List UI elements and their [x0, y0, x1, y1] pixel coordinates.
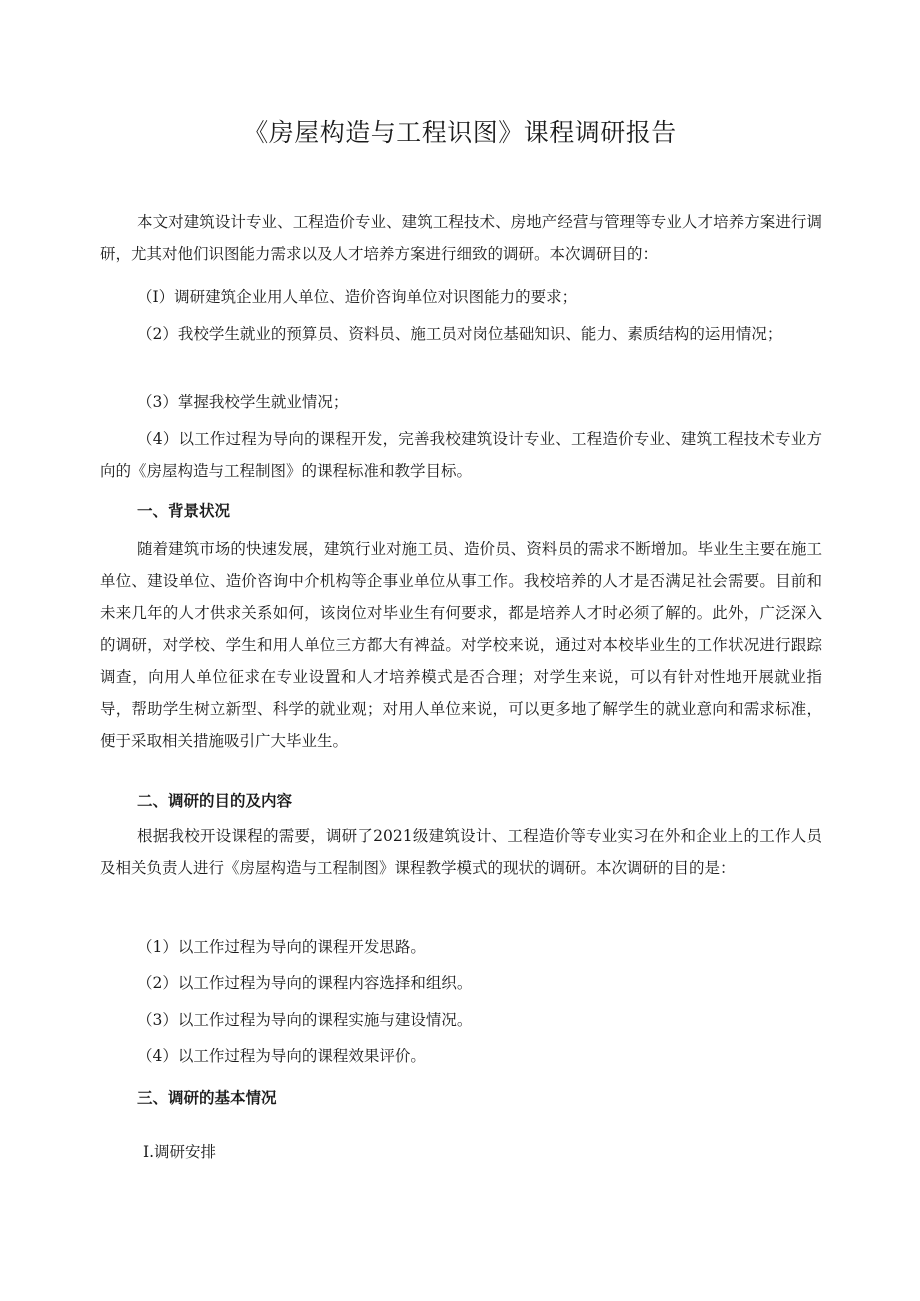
goal-item-1: （I）调研建筑企业用人单位、造价咨询单位对识图能力的要求；	[137, 288, 578, 306]
section-heading-basic: 三、调研的基本情况	[137, 1088, 277, 1107]
section-body-purpose: 根据我校开设课程的需要，调研了2021级建筑设计、工程造价等专业实习在外和企业上的工作人员及相关负责人进行《房屋构造与工程制图》课程教学模式的现状的调研。本次调研的目的是：	[100, 827, 822, 877]
purpose-item-2: （2）以工作过程为导向的课程内容选择和组织。	[137, 974, 473, 992]
goal-item-3: （3）掌握我校学生就业情况；	[137, 393, 349, 411]
goal-item-4: （4）以工作过程为导向的课程开发，完善我校建筑设计专业、工程造价专业、建筑工程技术专业方向的《房屋构造与工程制图》的课程标准和教学目标。	[100, 430, 822, 480]
section-heading-background: 一、背景状况	[137, 501, 231, 520]
document-title: 《房屋构造与工程识图》课程调研报告	[243, 118, 677, 147]
intro-paragraph: 本文对建筑设计专业、工程造价专业、建筑工程技术、房地产经营与管理等专业人才培养方案进行调研，尤其对他们识图能力需求以及人才培养方案进行细致的调研。本次调研目的：	[100, 213, 822, 263]
subsection-arrangement: I.调研安排	[143, 1143, 217, 1161]
goal-item-2: （2）我校学生就业的预算员、资料员、施工员对岗位基础知识、能力、素质结构的运用情况；	[137, 325, 783, 343]
purpose-item-4: （4）以工作过程为导向的课程效果评价。	[137, 1047, 426, 1065]
section-body-background: 随着建筑市场的快速发展，建筑行业对施工员、造价员、资料员的需求不断增加。毕业生主要在施工单位、建设单位、造价咨询中介机构等企事业单位从事工作。我校培养的人才是否满足社会需要。目前和未来几年的人才供求关系如何，该岗位对毕业生有何要求，都是培养人才时必须了解的。此外，广泛深入的调研，对学校、学生和用人单位三方都大有裨益。对学校来说，通过对本校毕业生的工作状况进行跟踪调查，向用人单位征求在专业设置和人才培养模式是否合理；对学生来说，可以有针对性地开展就业指导，帮助学生树立新型、科学的就业观；对用人单位来说，可以更多地了解学生的就业意向和需求标准，便于采取相关措施吸引广大毕业生。	[100, 540, 822, 750]
purpose-item-1: （1）以工作过程为导向的课程开发思路。	[137, 938, 426, 956]
section-heading-purpose: 二、调研的目的及内容	[137, 791, 293, 810]
purpose-item-3: （3）以工作过程为导向的课程实施与建设情况。	[137, 1011, 473, 1029]
